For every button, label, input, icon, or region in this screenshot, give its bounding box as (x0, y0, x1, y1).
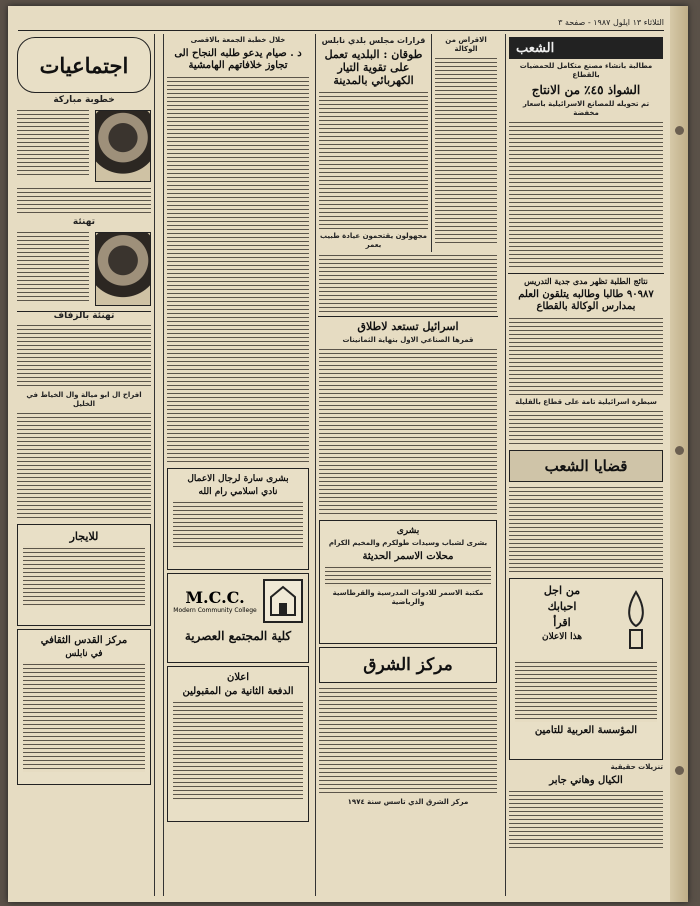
mid-right-column (315, 34, 500, 896)
admission-ad (167, 666, 309, 822)
article-body (167, 75, 309, 465)
portrait-photo (95, 232, 151, 306)
asmar-name: محلات الاسمر الحديثة (362, 551, 454, 562)
admission-title: اعلان (226, 672, 250, 683)
israel-sub: قمرها الصناعي الاول بنهاية الثمانينات (342, 336, 474, 344)
binding-spine (670, 6, 688, 902)
asmar-title: بشرى لشباب وسيدات طولكرم والمخيم الكرام (328, 539, 488, 547)
subheadline: مطالبة بانشاء مصنع متكامل للحمضيات بالقطاع (519, 62, 653, 79)
college-logo-icon (263, 579, 303, 623)
congrats-head: تهنئة (72, 217, 96, 227)
ad-line-2: احبابك (547, 600, 577, 613)
article-body (17, 323, 151, 389)
article-body (435, 56, 497, 246)
asmar-ad (319, 520, 497, 644)
deck-production: تم تحويله للمصانع الاسرائيلية باسعار مخفضة (522, 100, 650, 117)
article-body (17, 230, 89, 302)
sale-headline: الكيال وهاني جابر (549, 775, 623, 786)
ad-line-1: من اجل (543, 584, 581, 597)
article-body (509, 409, 663, 447)
article-body (319, 686, 497, 796)
left-column (14, 34, 155, 896)
mcc-arabic: كلية المجتمع العصرية (184, 629, 292, 643)
siyam-headline: د . صيام يدعو طلبه النجاح الى تجاوز خلافاتهم الهامشية (174, 48, 302, 71)
article-body (509, 316, 663, 396)
masthead: الشعب (516, 40, 555, 56)
ad-body (325, 565, 491, 587)
date-line: الثلاثاء ١٣ ايلول ١٩٨٧ - صفحة ٣ (558, 17, 664, 27)
ad-line-3: اقرأ (553, 616, 571, 629)
mid-left-column (163, 34, 312, 896)
cultural-center-ad (17, 629, 151, 785)
article-body (509, 485, 663, 575)
sale-subhead: تنزيلات حقيقية (610, 763, 663, 771)
business-ad-sub: نادي اسلامي رام الله (198, 487, 278, 497)
article-body (319, 253, 497, 313)
mcc-ad (167, 573, 309, 663)
rent-title: للايجار (69, 530, 99, 543)
article-body (509, 120, 663, 270)
ad-line-4: هذا الاعلان (541, 632, 583, 642)
center-title: مركز القدس الثقافي (40, 635, 128, 646)
israel-headline: اسرائيل تستعد لاطلاق (318, 316, 498, 333)
aqsa-head: خلال خطبة الجمعة بالاقصى (190, 36, 286, 44)
mashreq-title: مركز الشرق (363, 655, 453, 675)
mcc-subtitle: Modern Community College (173, 607, 257, 614)
tuqan-headline: طوقان : البلديه تعمل على تقوية التيار الكهربائي بالمدينة (324, 48, 423, 87)
qadaya-box (509, 450, 663, 482)
admission-list (173, 700, 303, 800)
control-subhead: سيطرة اسرائيلية تامة على قطاع بالقليلة (515, 398, 657, 406)
ad-body (23, 546, 145, 606)
newspaper-page (8, 6, 688, 902)
admission-sub: الدفعة الثانية من المقبولين (182, 686, 294, 697)
bishra-label: بشرى (396, 526, 420, 536)
ad-body (23, 662, 145, 772)
wedding-head: تهنئة بالزفاف (17, 311, 151, 321)
mashreq-box (319, 647, 497, 683)
flame-icon (616, 585, 656, 655)
right-column (505, 34, 666, 896)
punch-hole (675, 446, 684, 455)
rent-ad (17, 524, 151, 626)
exam-big-headline: ٩٠٩٨٧ طالبا وطالبه يتلقون العلم بمدارس الوكالة بالقطاع (518, 289, 654, 312)
article-body (319, 347, 497, 517)
asmar-library: مكتبة الاسمر للادوات المدرسية والقرطاسية والرياضية (332, 589, 484, 606)
article-body (17, 186, 151, 216)
business-ad-title: بشرى سارة لرجال الاعمال (187, 474, 289, 484)
headline-production: الشواذ ٤٥٪ من الانتاج (531, 83, 641, 97)
article-body (319, 90, 428, 230)
qadaya-title: قضايا الشعب (544, 457, 628, 475)
mashreq-sub: مركز الشرق الذي تاسس سنة ١٩٧٤ (347, 798, 469, 806)
social-title-box (17, 37, 151, 93)
insurance-name: المؤسسة العربية للتامين (534, 725, 638, 736)
article-body (17, 411, 151, 521)
clinic-note: مجهولون يقتحمون عيادة طبيب بعمر (319, 232, 428, 249)
punch-hole (675, 766, 684, 775)
page-header (18, 14, 664, 31)
engagement-head: خطوبة مباركة (53, 95, 115, 105)
hebron-head: افراح ال ابو ميالة وال الخياط في الخليل (26, 391, 142, 408)
mcc-title: M.C.C. (185, 588, 245, 607)
center-sub: في نابلس (65, 649, 103, 659)
loans-head: الاقراض من الوكالة (445, 36, 487, 53)
social-title: اجتماعيات (39, 52, 129, 78)
punch-hole (675, 126, 684, 135)
article-body (17, 108, 89, 178)
ad-body (173, 500, 303, 550)
ad-body (515, 660, 657, 722)
portrait-photo (95, 110, 151, 182)
council-head: قرارات مجلس بلدي نابلس (321, 36, 426, 45)
article-body (509, 789, 663, 849)
masthead-box (509, 37, 663, 59)
exam-headline: نتائج الطلبة تظهر مدى جدية التدريس (508, 273, 664, 286)
business-ad (167, 468, 309, 570)
insurance-ad (509, 578, 663, 760)
